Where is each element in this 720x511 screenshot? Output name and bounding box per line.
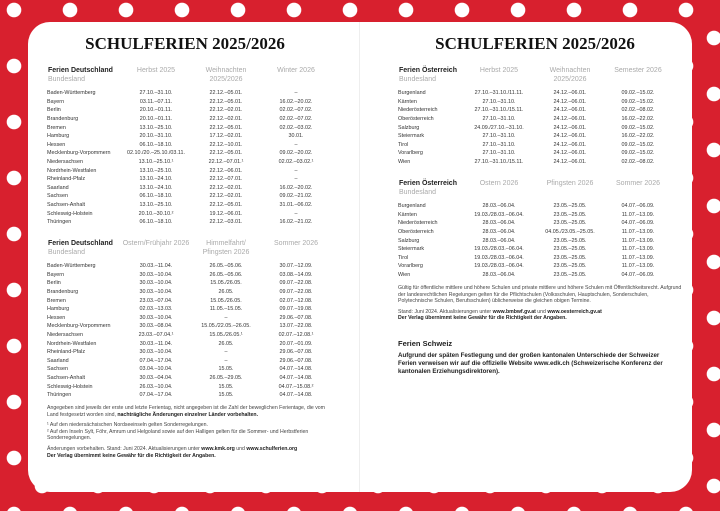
column-header: Weihnachten 2025/2026 — [205, 67, 247, 83]
column-header: Semester 2026 — [614, 67, 662, 74]
date-cell: 30.03.–11.04. — [139, 340, 173, 347]
date-cell: 23.05.–25.05. — [553, 211, 587, 218]
date-cell: 24.09./27.10.–31.10. — [474, 124, 524, 131]
date-cell: 27.10.–31.10. — [482, 133, 516, 140]
table-row — [398, 89, 672, 98]
state-cell: Burgenland — [398, 90, 426, 97]
date-cell: 19.03./28.03.–06.04. — [474, 263, 524, 270]
table-row — [398, 106, 672, 115]
state-cell: Brandenburg — [47, 289, 79, 296]
date-cell: 22.12.–06.01. — [209, 167, 243, 174]
date-cell: 27.10.–31.10. — [482, 141, 516, 148]
table-row — [47, 262, 331, 271]
table-row — [47, 331, 331, 340]
date-cell: – — [294, 141, 298, 148]
date-cell: 11.07.–13.09. — [621, 254, 655, 261]
date-cell: 09.02.–15.02. — [621, 98, 655, 105]
kmk-link[interactable]: www.kmk.org — [201, 445, 235, 452]
table-row — [398, 262, 672, 271]
table-row — [398, 149, 672, 158]
date-cell: 26.05.–29.05. — [209, 375, 243, 382]
holiday-table — [47, 66, 331, 227]
date-cell: 04.07.–15.08.² — [278, 383, 314, 390]
state-cell: Schleswig-Holstein — [47, 383, 93, 390]
date-cell: – — [224, 314, 228, 321]
date-cell: 24.12.–06.01. — [553, 107, 587, 114]
column-header: Herbst 2025 — [136, 67, 176, 74]
table-row — [398, 271, 672, 280]
state-cell: Baden-Württemberg — [47, 263, 96, 270]
column-header: Sommer 2026 — [616, 180, 660, 187]
date-cell: 30.03.–11.04. — [139, 263, 173, 270]
date-cell: 30.01. — [288, 133, 304, 140]
date-cell: 28.03.–06.04. — [482, 237, 516, 244]
table-row — [47, 279, 331, 288]
state-cell: Kärnten — [398, 98, 417, 105]
date-cell: 28.03.–06.04. — [482, 229, 516, 236]
date-cell: 13.10.–25.10. — [139, 124, 173, 131]
date-cell: 23.05.–25.05. — [553, 203, 587, 210]
date-cell: 26.03.–10.04. — [139, 383, 173, 390]
state-cell: Thüringen — [47, 392, 72, 399]
date-cell: 24.12.–06.01. — [553, 98, 587, 105]
date-cell: 23.05.–25.05. — [553, 272, 587, 279]
date-cell: 23.05.–25.05. — [553, 220, 587, 227]
date-cell: 20.07.–01.09. — [279, 340, 313, 347]
date-cell: 09.02.–20.02. — [279, 150, 313, 157]
germany-autumn-winter-table — [47, 66, 331, 227]
state-cell: Hamburg — [47, 306, 70, 313]
date-cell: 02.02.–03.02.¹ — [278, 159, 314, 166]
date-cell: 20.10.–31.10. — [139, 133, 173, 140]
table-row — [47, 271, 331, 280]
date-cell: 15.05. — [218, 392, 234, 399]
date-cell: 23.05.–25.05. — [553, 237, 587, 244]
date-cell: 30.03.–10.04. — [139, 349, 173, 356]
bmbwf-link[interactable]: www.bmbwf.gv.at — [492, 308, 536, 315]
table-row — [47, 348, 331, 357]
date-cell: 03.11.–07.11. — [139, 98, 173, 105]
table-row — [47, 106, 331, 115]
state-cell: Vorarlberg — [398, 150, 423, 157]
table-row — [47, 365, 331, 374]
state-cell: Niedersachsen — [47, 332, 83, 339]
date-cell: 15.05./22.05.–26.05. — [201, 323, 251, 330]
date-cell: 13.07.–22.08. — [279, 323, 313, 330]
left-page-title: SCHULFERIEN 2025/2026 — [85, 34, 285, 53]
state-cell: Saarland — [47, 184, 69, 191]
date-cell: 11.05.–15.05. — [209, 306, 243, 313]
table-row — [398, 254, 672, 263]
table-row — [398, 202, 672, 211]
oesterreich-link[interactable]: www.oesterreich.gv.at — [547, 308, 602, 315]
date-cell: – — [294, 210, 298, 217]
date-cell: 15.05./26.05. — [210, 280, 242, 287]
date-cell: 02.02.–08.02. — [621, 107, 655, 114]
state-cell: Bayern — [47, 271, 65, 278]
germany-notes: Angegeben sind jeweils der erste und letzte Ferientag, nicht angegeben ist die Zahl der beweglichen Ferientage, die vom Land festgesetzt worden sind, nachträgliche Änderungen einzelner Länder vorbehalten. ¹ Auf den niedersächsischen Nordseeinseln gelten Sonderregelungen. ² Auf den Inseln Sylt, Föhr, Amrum und Helgoland sowie auf den Halligen gelten für die Sommer- und Herbstferien Sonderregelungen. Änderungen vorbehalten. Stand: Juni 2024. Aktualisierungen unter www.kmk.org und www.schulferien.org Der Verlag übernimmt keine Gewähr für die Richtigkeit der Angaben. — [47, 405, 325, 459]
date-cell: 19.03./28.03.–06.04. — [474, 211, 524, 218]
date-cell: 09.07.–19.08. — [279, 306, 313, 313]
state-cell: Steiermark — [398, 133, 425, 140]
table-row — [47, 305, 331, 314]
table-row — [47, 382, 331, 391]
date-cell: 02.07.–12.08. — [279, 297, 313, 304]
state-cell: Sachsen-Anhalt — [47, 202, 86, 209]
date-cell: 13.10.–24.10. — [139, 176, 173, 183]
date-cell: 22.12.–05.01. — [209, 90, 243, 97]
date-cell: 02.02.–03.02. — [279, 124, 313, 131]
date-cell: 09.07.–22.08. — [279, 289, 313, 296]
table-row — [47, 288, 331, 297]
date-cell: 27.10.–31.10./15.11. — [474, 107, 524, 114]
date-cell: 27.10.–31.10. — [482, 98, 516, 105]
table-row — [47, 357, 331, 366]
switzerland-section — [398, 340, 678, 376]
date-cell: 03.04.–10.04. — [139, 366, 173, 373]
date-cell: 22.12.–07.01. — [209, 176, 243, 183]
table-row — [47, 132, 331, 141]
state-cell: Vorarlberg — [398, 263, 423, 270]
state-cell: Rheinland-Pfalz — [47, 349, 86, 356]
holiday-table — [47, 239, 331, 400]
date-cell: 29.06.–07.08. — [279, 314, 313, 321]
table-row — [398, 228, 672, 237]
table-heading: Ferien Österreich Bundesland — [398, 179, 462, 202]
date-cell: 22.12.–05.01. — [209, 202, 243, 209]
date-cell: 27.10.–31.10. — [482, 116, 516, 123]
schulferien-link[interactable]: www.schulferien.org — [246, 445, 298, 452]
header-row — [47, 239, 331, 262]
date-cell: 30.07.–12.09. — [279, 263, 313, 270]
date-cell: 22.12.–05.01. — [209, 98, 243, 105]
state-cell: Niederösterreich — [398, 107, 438, 114]
header-row — [398, 66, 672, 89]
state-cell: Bayern — [47, 98, 65, 105]
column-header: Himmelfahrt/ Pfingsten 2026 — [202, 240, 250, 256]
state-cell: Hamburg — [47, 133, 70, 140]
table-row — [398, 132, 672, 141]
table-row — [47, 391, 331, 400]
date-cell: 24.12.–06.01. — [553, 159, 587, 166]
state-cell: Tirol — [398, 254, 409, 261]
state-cell: Nordrhein-Westfalen — [47, 340, 97, 347]
right-page-title: SCHULFERIEN 2025/2026 — [435, 34, 635, 53]
state-cell: Niederösterreich — [398, 220, 438, 227]
date-cell: 19.03./28.03.–06.04. — [474, 254, 524, 261]
state-cell: Salzburg — [398, 124, 420, 131]
switzerland-text: Aufgrund der späten Festlegung und der großen kantonalen Unterschiede der Schweizer Ferien verweisen wir auf die offizielle Website www.edk.ch (Schweizerische Konferenz der kantonalen Erziehungsdirektoren). — [398, 352, 663, 375]
state-cell: Rheinland-Pfalz — [47, 176, 86, 183]
state-cell: Niedersachsen — [47, 159, 83, 166]
table-row — [47, 201, 331, 210]
date-cell: 11.07.–13.09. — [621, 211, 655, 218]
date-cell: 16.02.–20.02. — [279, 184, 313, 191]
date-cell: 03.08.–14.09. — [279, 271, 313, 278]
table-row — [47, 115, 331, 124]
table-row — [398, 219, 672, 228]
date-cell: 02.02.–07.02. — [279, 116, 313, 123]
table-row — [398, 98, 672, 107]
date-cell: 28.03.–06.04. — [482, 203, 516, 210]
column-header: Ostern/Frühjahr 2026 — [122, 240, 190, 247]
date-cell: 23.05.–25.05. — [553, 254, 587, 261]
table-heading: Ferien Deutschland Bundesland — [47, 66, 121, 89]
date-cell: 11.07.–13.09. — [621, 246, 655, 253]
table-row — [47, 158, 331, 167]
date-cell: 04.07.–14.08. — [279, 392, 313, 399]
column-header: Weihnachten 2025/2026 — [549, 67, 591, 83]
date-cell: 28.03.–06.04. — [482, 220, 516, 227]
date-cell: 16.02.–22.02. — [621, 133, 655, 140]
date-cell: 13.10.–25.10.¹ — [138, 159, 174, 166]
table-row — [47, 166, 331, 175]
date-cell: 11.07.–13.09. — [621, 263, 655, 270]
date-cell: 24.12.–06.01. — [553, 90, 587, 97]
date-cell: – — [224, 349, 228, 356]
date-cell: 22.12.–05.01. — [209, 150, 243, 157]
date-cell: 27.10.–31.10./15.11. — [474, 159, 524, 166]
column-header: Herbst 2025 — [479, 67, 519, 74]
date-cell: 22.12.–05.01. — [209, 124, 243, 131]
state-cell: Schleswig-Holstein — [47, 210, 93, 217]
date-cell: 26.05.–05.06. — [209, 263, 243, 270]
date-cell: 26.05.–05.06. — [209, 271, 243, 278]
switzerland-heading: Ferien Schweiz — [398, 339, 453, 348]
date-cell: 23.05.–25.05. — [553, 246, 587, 253]
date-cell: 06.10.–18.10. — [139, 219, 173, 226]
date-cell: 30.03.–10.04. — [139, 289, 173, 296]
state-cell: Mecklenburg-Vorpommern — [47, 150, 111, 157]
table-row — [47, 141, 331, 150]
state-cell: Bremen — [47, 297, 66, 304]
date-cell: 07.04.–17.04. — [139, 357, 173, 364]
date-cell: 09.02.–15.02. — [621, 141, 655, 148]
date-cell: 23.05.–25.05. — [553, 263, 587, 270]
date-cell: 22.12.–02.01. — [209, 116, 243, 123]
date-cell: 24.12.–06.01. — [553, 150, 587, 157]
state-cell: Berlin — [47, 280, 61, 287]
date-cell: 29.06.–07.08. — [279, 349, 313, 356]
table-row — [398, 245, 672, 254]
date-cell: 11.07.–13.09. — [621, 237, 655, 244]
holiday-table — [398, 66, 672, 166]
date-cell: 04.07.–06.09. — [621, 203, 655, 210]
date-cell: 23.03.–07.04.¹ — [138, 332, 174, 339]
date-cell: 24.12.–06.01. — [553, 116, 587, 123]
column-header: Winter 2026 — [277, 67, 315, 74]
date-cell: 23.03.–07.04. — [139, 297, 173, 304]
date-cell: 20.10.–01.11. — [139, 107, 173, 114]
date-cell: 02.03.–13.03. — [139, 306, 173, 313]
state-cell: Salzburg — [398, 237, 420, 244]
state-cell: Sachsen-Anhalt — [47, 375, 86, 382]
state-cell: Berlin — [47, 107, 61, 114]
date-cell: 20.10.–30.10.² — [138, 210, 174, 217]
state-cell: Steiermark — [398, 246, 425, 253]
state-cell: Baden-Württemberg — [47, 90, 96, 97]
state-cell: Sachsen — [47, 193, 68, 200]
date-cell: – — [294, 167, 298, 174]
date-cell: 19.03./28.03.–06.04. — [474, 246, 524, 253]
date-cell: 15.05./26.05.¹ — [209, 332, 243, 339]
state-cell: Wien — [398, 272, 411, 279]
date-cell: 02.07.–12.08.¹ — [278, 332, 314, 339]
state-cell: Burgenland — [398, 203, 426, 210]
date-cell: 27.10.–31.10. — [482, 150, 516, 157]
date-cell: 06.10.–18.10. — [139, 193, 173, 200]
state-cell: Kärnten — [398, 211, 417, 218]
date-cell: 19.12.–06.01. — [209, 210, 243, 217]
state-cell: Brandenburg — [47, 116, 79, 123]
date-cell: 16.02.–20.02. — [279, 98, 313, 105]
state-cell: Oberösterreich — [398, 229, 434, 236]
state-cell: Hessen — [47, 141, 66, 148]
table-row — [398, 123, 672, 132]
date-cell: 29.06.–07.08. — [279, 357, 313, 364]
date-cell: 27.10.–31.10. — [139, 90, 173, 97]
date-cell: 15.05. — [218, 366, 234, 373]
date-cell: 09.02.–15.02. — [621, 150, 655, 157]
table-row — [47, 89, 331, 98]
table-row — [398, 158, 672, 167]
state-cell: Hessen — [47, 314, 66, 321]
date-cell: 22.12.–03.01. — [209, 219, 243, 226]
holiday-table — [398, 179, 672, 279]
table-row — [47, 123, 331, 132]
date-cell: 17.12.–02.01. — [209, 133, 243, 140]
austria-spring-summer-table — [398, 179, 672, 279]
austria-notes: Gültig für öffentliche mittlere und höhere Schulen und private mittlere und höhere Schulen mit Öffentlichkeitsrecht. Aufgrund der landesrechtlichen Regelungen gelten für die Pflichtschulen (Volksschulen, Hauptschulen, Sonderschulen, Polytechnische Schulen, Berufsschulen) üblicherweise die gleichen obigen Termine. Stand: Juni 2024. Aktualisierungen unter www.bmbwf.gv.at und www.oesterreich.gv.at Der Verlag übernimmt keine Gewähr für die Richtigkeit der Angaben. — [398, 285, 682, 322]
date-cell: 09.02.–15.02. — [621, 124, 655, 131]
date-cell: 16.02.–22.02. — [621, 116, 655, 123]
date-cell: 26.05. — [218, 340, 234, 347]
date-cell: 24.12.–06.01. — [553, 124, 587, 131]
table-row — [47, 149, 331, 158]
date-cell: 09.07.–22.08. — [279, 280, 313, 287]
date-cell: 16.02.–21.02. — [279, 219, 313, 226]
table-row — [47, 209, 331, 218]
date-cell: – — [224, 357, 228, 364]
table-row — [398, 236, 672, 245]
table-row — [47, 175, 331, 184]
date-cell: 26.05. — [218, 289, 234, 296]
germany-spring-summer-table — [47, 239, 331, 400]
date-cell: 02.10./20.–25.10./03.11. — [126, 150, 186, 157]
table-row — [47, 218, 331, 227]
date-cell: 04.07.–06.09. — [621, 272, 655, 279]
column-header-state: Bundesland — [399, 188, 436, 196]
table-row — [398, 211, 672, 220]
column-header: Sommer 2026 — [274, 240, 318, 247]
date-cell: 30.03.–04.04. — [139, 375, 173, 382]
date-cell: 24.12.–06.01. — [553, 141, 587, 148]
state-cell: Bremen — [47, 124, 66, 131]
date-cell: 04.07.–14.08. — [279, 366, 313, 373]
header-row — [47, 66, 331, 89]
date-cell: 07.04.–17.04. — [139, 392, 173, 399]
state-cell: Tirol — [398, 141, 409, 148]
date-cell: 04.05./23.05.–25.05. — [545, 229, 595, 236]
date-cell: 11.07.–13.09. — [621, 229, 655, 236]
state-cell: Wien — [398, 159, 411, 166]
column-header: Pfingsten 2026 — [546, 180, 594, 187]
date-cell: 15.05. — [218, 383, 234, 390]
austria-autumn-winter-table — [398, 66, 672, 166]
date-cell: 22.12.–10.01. — [209, 141, 243, 148]
date-cell: 13.10.–24.10. — [139, 184, 173, 191]
date-cell: 22.12.–07.01.¹ — [208, 159, 244, 166]
date-cell: 30.03.–08.04. — [139, 323, 173, 330]
state-cell: Oberösterreich — [398, 116, 434, 123]
table-row — [47, 314, 331, 323]
state-cell: Thüringen — [47, 219, 72, 226]
date-cell: 02.02.–08.02. — [621, 159, 655, 166]
table-row — [398, 141, 672, 150]
date-cell: 28.03.–06.04. — [482, 272, 516, 279]
table-heading: Ferien Österreich Bundesland — [398, 66, 462, 89]
table-row — [47, 322, 331, 331]
table-row — [47, 192, 331, 201]
table-heading: Ferien Deutschland Bundesland — [47, 239, 121, 262]
date-cell: 24.12.–06.01. — [553, 133, 587, 140]
table-row — [47, 296, 331, 305]
column-header: Ostern 2026 — [479, 180, 519, 187]
page-fold-divider — [359, 22, 360, 492]
table-row — [398, 115, 672, 124]
date-cell: 13.10.–25.10. — [139, 167, 173, 174]
date-cell: 04.07.–14.08. — [279, 375, 313, 382]
column-header-state: Bundesland — [399, 75, 436, 83]
date-cell: 22.12.–02.01. — [209, 107, 243, 114]
date-cell: 30.03.–10.04. — [139, 314, 173, 321]
date-cell: 06.10.–18.10. — [139, 141, 173, 148]
date-cell: 22.12.–02.01. — [209, 184, 243, 191]
date-cell: 27.10.–31.10./11.11. — [474, 90, 524, 97]
date-cell: 30.03.–10.04. — [139, 280, 173, 287]
date-cell: 13.10.–25.10. — [139, 202, 173, 209]
date-cell: 02.02.–07.02. — [279, 107, 313, 114]
date-cell: 30.03.–10.04. — [139, 271, 173, 278]
date-cell: – — [294, 176, 298, 183]
date-cell: 20.10.–01.11. — [139, 116, 173, 123]
table-row — [47, 184, 331, 193]
date-cell: 31.01.–06.02. — [279, 202, 313, 209]
column-header-state: Bundesland — [48, 75, 85, 83]
state-cell: Nordrhein-Westfalen — [47, 167, 97, 174]
state-cell: Mecklenburg-Vorpommern — [47, 323, 111, 330]
date-cell: 22.12.–02.01. — [209, 193, 243, 200]
state-cell: Sachsen — [47, 366, 68, 373]
date-cell: 09.02.–21.02. — [279, 193, 313, 200]
date-cell: 15.05./26.05. — [210, 297, 242, 304]
date-cell: – — [294, 90, 298, 97]
date-cell: 04.07.–06.09. — [621, 220, 655, 227]
table-row — [47, 339, 331, 348]
state-cell: Saarland — [47, 357, 69, 364]
table-row — [47, 98, 331, 107]
table-row — [47, 374, 331, 383]
column-header-state: Bundesland — [48, 248, 85, 256]
header-row — [398, 179, 672, 202]
date-cell: 09.02.–15.02. — [621, 90, 655, 97]
